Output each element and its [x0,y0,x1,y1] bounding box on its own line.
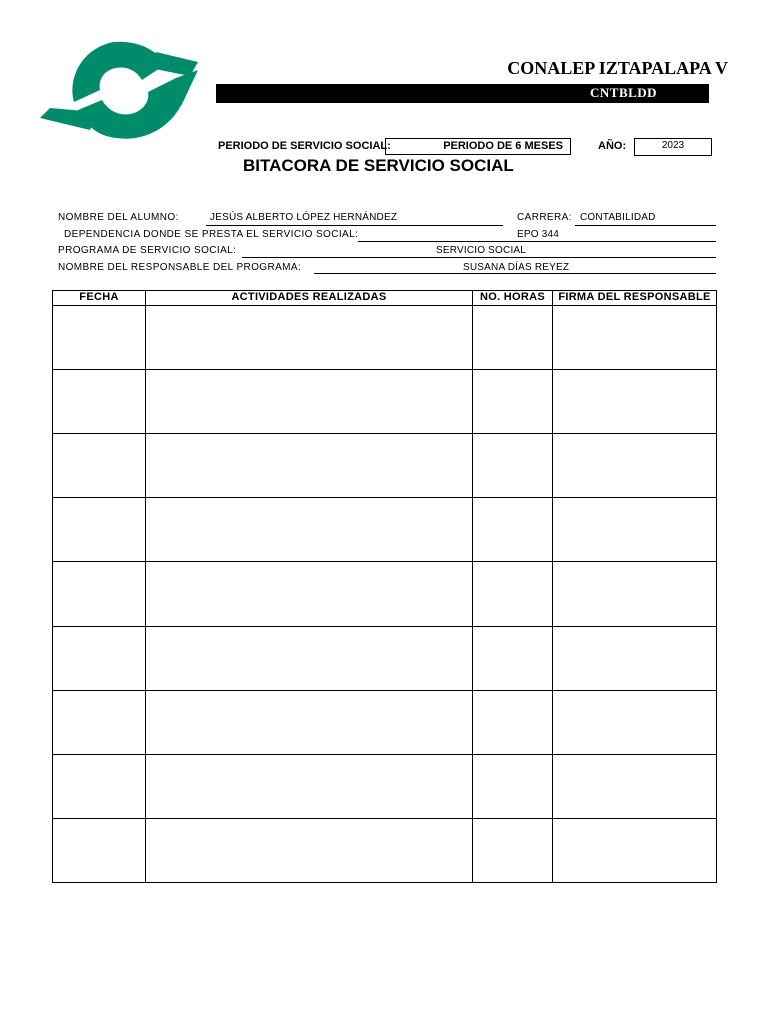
table-row [53,306,717,370]
signature-cell[interactable] [553,626,717,690]
table-row [53,562,717,626]
activities-cell[interactable] [146,690,473,754]
conalep-logo-icon [38,40,200,142]
date-cell[interactable] [53,306,146,370]
hours-cell[interactable] [473,626,553,690]
school-name: CONALEP IZTAPALAPA V [507,58,728,78]
activities-cell[interactable] [146,562,473,626]
date-cell[interactable] [53,690,146,754]
year-label: AÑO: [598,140,627,152]
date-cell[interactable] [53,370,146,434]
column-header-horas: NO. HORAS [473,291,553,306]
activities-cell[interactable] [146,434,473,498]
table-row [53,626,717,690]
column-header-fecha: FECHA [53,291,146,306]
activities-cell[interactable] [146,306,473,370]
signature-cell[interactable] [553,754,717,818]
responsible-label: NOMBRE DEL RESPONSABLE DEL PROGRAMA: [58,262,302,273]
year-field[interactable]: 2023 [634,138,712,156]
periodo-field[interactable]: PERIODO DE 6 MESES [385,138,571,155]
table-row [53,690,717,754]
responsible-field[interactable]: SUSANA DÍAS REYEZ [463,262,570,273]
dependency-line [358,241,716,242]
date-cell[interactable] [53,818,146,882]
activities-cell[interactable] [146,498,473,562]
dependency-field[interactable]: EPO 344 [517,229,559,240]
activities-cell[interactable] [146,370,473,434]
responsible-line [314,273,716,274]
program-code: CNTBLDD [590,85,658,100]
document-title: BITACORA DE SERVICIO SOCIAL [243,156,514,175]
table-row [53,498,717,562]
career-field[interactable]: CONTABILIDAD [580,212,656,223]
date-cell[interactable] [53,498,146,562]
activities-cell[interactable] [146,818,473,882]
activity-log-table [52,290,717,883]
periodo-label: PERIODO DE SERVICIO SOCIAL: [218,140,391,152]
date-cell[interactable] [53,562,146,626]
activities-cell[interactable] [146,626,473,690]
hours-cell[interactable] [473,562,553,626]
signature-cell[interactable] [553,498,717,562]
program-line [242,257,716,258]
hours-cell[interactable] [473,818,553,882]
column-header-firma: FIRMA DEL RESPONSABLE [553,291,717,306]
signature-cell[interactable] [553,370,717,434]
table-row [53,754,717,818]
signature-cell[interactable] [553,434,717,498]
hours-cell[interactable] [473,754,553,818]
hours-cell[interactable] [473,370,553,434]
student-name-label: NOMBRE DEL ALUMNO: [58,212,179,223]
hours-cell[interactable] [473,306,553,370]
career-line [575,225,716,226]
signature-cell[interactable] [553,818,717,882]
signature-cell[interactable] [553,306,717,370]
table-row [53,818,717,882]
program-label: PROGRAMA DE SERVICIO SOCIAL: [58,245,237,256]
student-name-field[interactable]: JESÚS ALBERTO LÓPEZ HERNÁNDEZ [210,212,398,223]
column-header-actividades: ACTIVIDADES REALIZADAS [146,291,473,306]
table-row [53,434,717,498]
hours-cell[interactable] [473,434,553,498]
dependency-label: DEPENDENCIA DONDE SE PRESTA EL SERVICIO SOCIAL: [64,229,359,240]
date-cell[interactable] [53,626,146,690]
activities-cell[interactable] [146,754,473,818]
date-cell[interactable] [53,434,146,498]
career-label: CARRERA: [517,212,572,223]
hours-cell[interactable] [473,498,553,562]
signature-cell[interactable] [553,690,717,754]
program-field[interactable]: SERVICIO SOCIAL [436,245,527,256]
hours-cell[interactable] [473,690,553,754]
signature-cell[interactable] [553,562,717,626]
table-row [53,370,717,434]
date-cell[interactable] [53,754,146,818]
student-name-line [206,225,503,226]
